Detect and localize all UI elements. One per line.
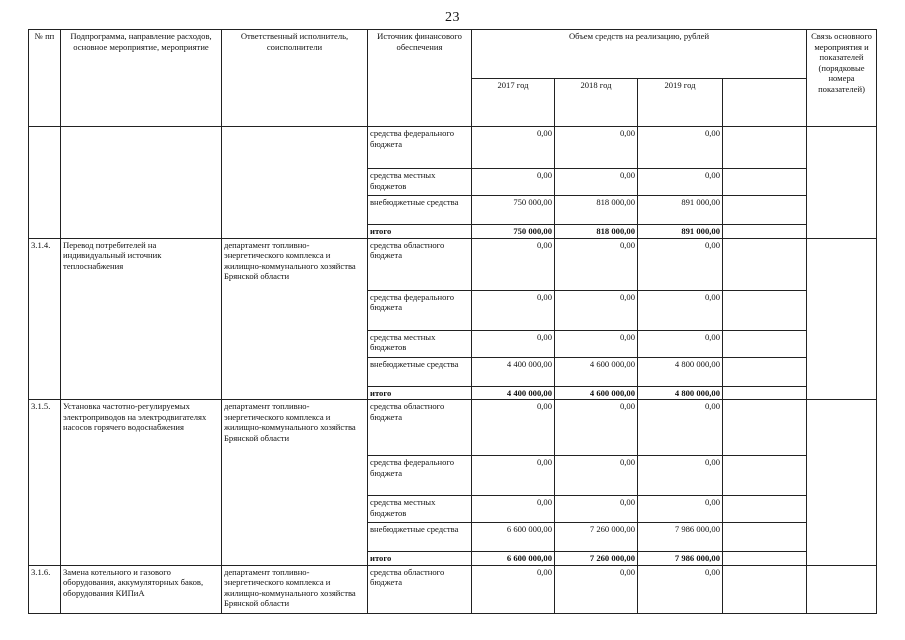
value-2017: 4 400 000,00 bbox=[472, 386, 555, 400]
value-2018: 7 260 000,00 bbox=[555, 552, 638, 566]
value-2018: 4 600 000,00 bbox=[555, 386, 638, 400]
code-cell: 3.1.4. bbox=[29, 238, 61, 400]
empty-cell bbox=[723, 400, 807, 456]
value-2017: 6 600 000,00 bbox=[472, 523, 555, 552]
source-cell: средства федерального бюджета bbox=[368, 290, 472, 330]
link-cell bbox=[807, 400, 877, 566]
value-2017: 750 000,00 bbox=[472, 196, 555, 225]
value-2018: 4 600 000,00 bbox=[555, 357, 638, 386]
value-2019: 7 986 000,00 bbox=[638, 552, 723, 566]
empty-cell bbox=[723, 330, 807, 357]
budget-table bbox=[28, 29, 877, 614]
name-cell: Установка частотно-регулируемых электроприводов на электродвигателях насосов горячего водоснабжения bbox=[61, 400, 222, 566]
value-2018: 818 000,00 bbox=[555, 225, 638, 239]
empty-cell bbox=[723, 196, 807, 225]
value-2018: 0,00 bbox=[555, 290, 638, 330]
value-2018: 0,00 bbox=[555, 456, 638, 496]
value-2018: 7 260 000,00 bbox=[555, 523, 638, 552]
value-2019: 891 000,00 bbox=[638, 225, 723, 239]
responsible-cell bbox=[222, 127, 368, 239]
source-cell: средства областного бюджета bbox=[368, 565, 472, 613]
link-cell bbox=[807, 127, 877, 239]
value-2018: 0,00 bbox=[555, 238, 638, 290]
header-col-num: № пп bbox=[29, 30, 61, 127]
empty-cell bbox=[723, 225, 807, 239]
header-col-link: Связь основного мероприятия и показателей (порядковые номера показателей) bbox=[807, 30, 877, 127]
value-2017: 0,00 bbox=[472, 169, 555, 196]
page-number: 23 bbox=[445, 10, 460, 25]
source-cell: внебюджетные средства bbox=[368, 196, 472, 225]
empty-cell bbox=[723, 357, 807, 386]
value-2018: 0,00 bbox=[555, 565, 638, 613]
value-2019: 4 800 000,00 bbox=[638, 357, 723, 386]
responsible-cell: департамент топливно-энергетического комплекса и жилищно-коммунального хозяйства Брянской области bbox=[222, 565, 368, 613]
empty-cell bbox=[723, 169, 807, 196]
empty-cell bbox=[723, 496, 807, 523]
empty-cell bbox=[723, 456, 807, 496]
header-col-source: Источник финансового обеспечения bbox=[368, 30, 472, 127]
value-2018: 0,00 bbox=[555, 330, 638, 357]
empty-cell bbox=[723, 127, 807, 169]
name-cell: Замена котельного и газового оборудования, аккумуляторных баков, оборудования КИПиА bbox=[61, 565, 222, 613]
source-cell: средства областного бюджета bbox=[368, 400, 472, 456]
link-cell bbox=[807, 238, 877, 400]
value-2019: 0,00 bbox=[638, 330, 723, 357]
value-2019: 0,00 bbox=[638, 169, 723, 196]
responsible-cell: департамент топливно-энергетического комплекса и жилищно-коммунального хозяйства Брянской области bbox=[222, 238, 368, 400]
link-cell bbox=[807, 565, 877, 613]
value-2019: 0,00 bbox=[638, 496, 723, 523]
table-row bbox=[29, 565, 877, 613]
name-cell bbox=[61, 127, 222, 239]
value-2019: 0,00 bbox=[638, 127, 723, 169]
value-2017: 750 000,00 bbox=[472, 225, 555, 239]
value-2017: 0,00 bbox=[472, 127, 555, 169]
header-year-2018: 2018 год bbox=[555, 79, 638, 127]
value-2018: 0,00 bbox=[555, 400, 638, 456]
value-2019: 0,00 bbox=[638, 456, 723, 496]
source-cell: средства местных бюджетов bbox=[368, 496, 472, 523]
table-row bbox=[29, 127, 877, 169]
value-2019: 4 800 000,00 bbox=[638, 386, 723, 400]
header-col-name: Подпрограмма, направление расходов, основное мероприятие, мероприятие bbox=[61, 30, 222, 127]
source-cell: внебюджетные средства bbox=[368, 523, 472, 552]
header-year-empty bbox=[723, 79, 807, 127]
source-cell: итого bbox=[368, 225, 472, 239]
value-2019: 0,00 bbox=[638, 238, 723, 290]
source-cell: средства федерального бюджета bbox=[368, 456, 472, 496]
responsible-cell: департамент топливно-энергетического комплекса и жилищно-коммунального хозяйства Брянской области bbox=[222, 400, 368, 566]
header-col-responsible: Ответственный исполнитель, соисполнители bbox=[222, 30, 368, 127]
source-cell: итого bbox=[368, 386, 472, 400]
value-2019: 7 986 000,00 bbox=[638, 523, 723, 552]
source-cell: средства областного бюджета bbox=[368, 238, 472, 290]
source-cell: средства федерального бюджета bbox=[368, 127, 472, 169]
value-2019: 0,00 bbox=[638, 565, 723, 613]
value-2017: 0,00 bbox=[472, 290, 555, 330]
value-2017: 0,00 bbox=[472, 400, 555, 456]
value-2018: 0,00 bbox=[555, 496, 638, 523]
value-2017: 0,00 bbox=[472, 330, 555, 357]
header-col-volume: Объем средств на реализацию, рублей bbox=[472, 30, 807, 79]
empty-cell bbox=[723, 386, 807, 400]
code-cell: 3.1.5. bbox=[29, 400, 61, 566]
value-2017: 0,00 bbox=[472, 496, 555, 523]
name-cell: Перевод потребителей на индивидуальный источник теплоснабжения bbox=[61, 238, 222, 400]
header-year-2017: 2017 год bbox=[472, 79, 555, 127]
code-cell bbox=[29, 127, 61, 239]
table-row bbox=[29, 238, 877, 290]
value-2017: 4 400 000,00 bbox=[472, 357, 555, 386]
empty-cell bbox=[723, 552, 807, 566]
value-2018: 0,00 bbox=[555, 169, 638, 196]
value-2018: 0,00 bbox=[555, 127, 638, 169]
value-2017: 6 600 000,00 bbox=[472, 552, 555, 566]
empty-cell bbox=[723, 290, 807, 330]
value-2018: 818 000,00 bbox=[555, 196, 638, 225]
empty-cell bbox=[723, 565, 807, 613]
header-year-2019: 2019 год bbox=[638, 79, 723, 127]
code-cell: 3.1.6. bbox=[29, 565, 61, 613]
value-2017: 0,00 bbox=[472, 238, 555, 290]
source-cell: итого bbox=[368, 552, 472, 566]
value-2017: 0,00 bbox=[472, 456, 555, 496]
source-cell: средства местных бюджетов bbox=[368, 169, 472, 196]
empty-cell bbox=[723, 238, 807, 290]
source-cell: средства местных бюджетов bbox=[368, 330, 472, 357]
table-row bbox=[29, 400, 877, 456]
source-cell: внебюджетные средства bbox=[368, 357, 472, 386]
value-2019: 891 000,00 bbox=[638, 196, 723, 225]
value-2019: 0,00 bbox=[638, 400, 723, 456]
empty-cell bbox=[723, 523, 807, 552]
value-2019: 0,00 bbox=[638, 290, 723, 330]
value-2017: 0,00 bbox=[472, 565, 555, 613]
